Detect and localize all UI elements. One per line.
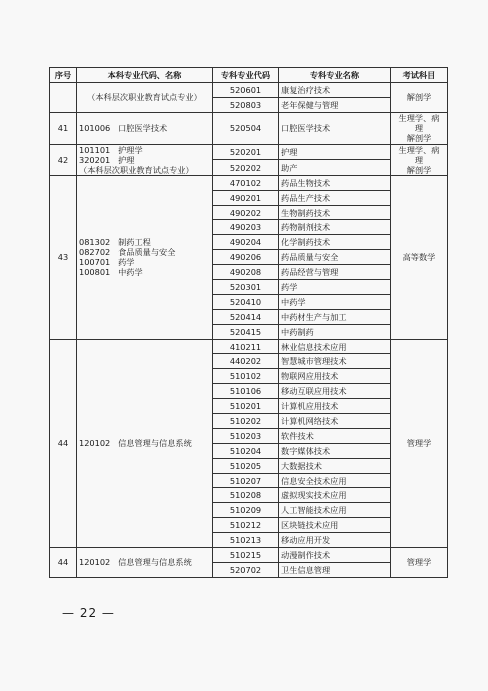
associate-name: 化学制药技术	[279, 235, 391, 250]
associate-name: 移动应用开发	[279, 533, 391, 548]
associate-code: 490208	[213, 265, 279, 280]
bachelor-major	[77, 548, 213, 578]
exam-line: 理	[414, 154, 424, 165]
associate-code: 510208	[213, 488, 279, 503]
row-number: 43	[50, 175, 77, 339]
associate-name: 卫生信息管理	[279, 562, 391, 577]
associate-name: 中药学	[279, 294, 391, 309]
associate-name: 大数据技术	[279, 458, 391, 473]
associate-code: 490206	[213, 250, 279, 265]
associate-code: 510201	[213, 399, 279, 414]
associate-name: 药品生产技术	[279, 190, 391, 205]
bachelor-line: 081302 制药工程	[79, 237, 151, 248]
associate-name: 人工智能技术应用	[279, 503, 391, 518]
associate-code: 520410	[213, 294, 279, 309]
bachelor-line: 100801 中药学	[79, 267, 143, 278]
bachelor-line: 320201 护理	[79, 154, 135, 165]
associate-name: 药学	[279, 280, 391, 295]
associate-name: 物联网应用技术	[279, 369, 391, 384]
bachelor-line: 100701 药学	[79, 257, 135, 268]
associate-code: 520601	[213, 83, 279, 98]
row-number: 41	[50, 112, 77, 144]
bachelor-major	[77, 112, 213, 144]
associate-code: 510212	[213, 518, 279, 533]
associate-name: 软件技术	[279, 428, 391, 443]
table-row	[50, 175, 448, 190]
associate-name: 老年保健与管理	[279, 97, 391, 112]
associate-name: 虚拟现实技术应用	[279, 488, 391, 503]
row-number: 44	[50, 548, 77, 578]
associate-code: 520201	[213, 144, 279, 160]
associate-code: 510202	[213, 414, 279, 429]
table-header-row	[50, 68, 448, 83]
exam-line: 理	[414, 123, 424, 134]
associate-name: 助产	[279, 160, 391, 176]
bachelor-name: 信息管理与信息系统	[118, 557, 192, 568]
exam-subject	[391, 112, 448, 144]
bachelor-major	[77, 144, 213, 175]
header-associate-name: 专科专业名称	[279, 68, 391, 83]
associate-name: 移动互联应用技术	[279, 384, 391, 399]
associate-code: 490201	[213, 190, 279, 205]
associate-code: 510203	[213, 428, 279, 443]
associate-code: 520702	[213, 562, 279, 577]
associate-name: 林业信息技术应用	[279, 339, 391, 354]
header-exam: 考试科目	[391, 68, 448, 83]
associate-name: 药物制剂技术	[279, 220, 391, 235]
exam-subject: 解剖学	[391, 83, 448, 113]
associate-name: 口腔医学技术	[279, 112, 391, 144]
associate-code: 510102	[213, 369, 279, 384]
bachelor-line: 082702 食品质量与安全	[79, 247, 176, 258]
header-bachelor: 本科专业代码、名称	[77, 68, 213, 83]
associate-name: 计算机网络技术	[279, 414, 391, 429]
associate-name: 智慧城市管理技术	[279, 354, 391, 369]
associate-name: 区块链技术应用	[279, 518, 391, 533]
associate-code: 490204	[213, 235, 279, 250]
associate-code: 510106	[213, 384, 279, 399]
associate-code: 410211	[213, 339, 279, 354]
associate-code: 510215	[213, 548, 279, 563]
exam-line: 解剖学	[406, 164, 432, 175]
associate-name: 信息安全技术应用	[279, 473, 391, 488]
associate-name: 康复治疗技术	[279, 83, 391, 98]
associate-code: 490203	[213, 220, 279, 235]
table-row	[50, 112, 448, 144]
bachelor-note: （本科层次职业教育试点专业）	[79, 164, 194, 175]
header-no: 序号	[50, 68, 77, 83]
exam-subject: 管理学	[391, 548, 448, 578]
table-row	[50, 339, 448, 354]
exam-subject: 高等数学	[391, 175, 448, 339]
associate-name: 动漫制作技术	[279, 548, 391, 563]
associate-code: 520202	[213, 160, 279, 176]
associate-code: 510209	[213, 503, 279, 518]
associate-name: 中药制药	[279, 324, 391, 339]
associate-code: 520414	[213, 309, 279, 324]
associate-code: 510204	[213, 443, 279, 458]
associate-name: 计算机应用技术	[279, 399, 391, 414]
bachelor-name: 信息管理与信息系统	[118, 438, 192, 449]
associate-code: 490202	[213, 205, 279, 220]
bachelor-major	[77, 175, 213, 339]
row-number: 42	[50, 144, 77, 175]
associate-code: 520803	[213, 97, 279, 112]
bachelor-code: 120102	[79, 557, 111, 568]
associate-code: 510213	[213, 533, 279, 548]
associate-code: 510205	[213, 458, 279, 473]
associate-code: 520504	[213, 112, 279, 144]
page-number: — 22 —	[62, 606, 115, 620]
associate-name: 生物制药技术	[279, 205, 391, 220]
bachelor-name: 口腔医学技术	[118, 123, 168, 134]
exam-line: 解剖学	[406, 133, 432, 144]
associate-code: 520301	[213, 280, 279, 295]
exam-subject: 管理学	[391, 339, 448, 547]
exam-line: 生理学、病	[398, 144, 440, 155]
bachelor-note: （本科层次职业教育试点专业）	[77, 83, 213, 113]
associate-code: 510207	[213, 473, 279, 488]
table-row	[50, 83, 448, 98]
row-number: 44	[50, 339, 77, 547]
row-number-cell	[50, 83, 77, 113]
bachelor-code: 120102	[79, 438, 111, 449]
exam-subject	[391, 144, 448, 175]
associate-name: 药品经营与管理	[279, 265, 391, 280]
major-exam-table	[49, 67, 448, 578]
associate-code: 440202	[213, 354, 279, 369]
header-associate-code: 专科专业代码	[213, 68, 279, 83]
exam-line: 生理学、病	[398, 113, 440, 124]
associate-name: 药品质量与安全	[279, 250, 391, 265]
bachelor-major	[77, 339, 213, 547]
associate-name: 中药材生产与加工	[279, 309, 391, 324]
associate-code: 520415	[213, 324, 279, 339]
associate-name: 数字媒体技术	[279, 443, 391, 458]
associate-name: 药品生物技术	[279, 175, 391, 190]
bachelor-line: 101101 护理学	[79, 144, 143, 155]
associate-name: 护理	[279, 144, 391, 160]
table-row	[50, 144, 448, 160]
table-row	[50, 548, 448, 563]
bachelor-code: 101006	[79, 123, 111, 134]
associate-code: 470102	[213, 175, 279, 190]
